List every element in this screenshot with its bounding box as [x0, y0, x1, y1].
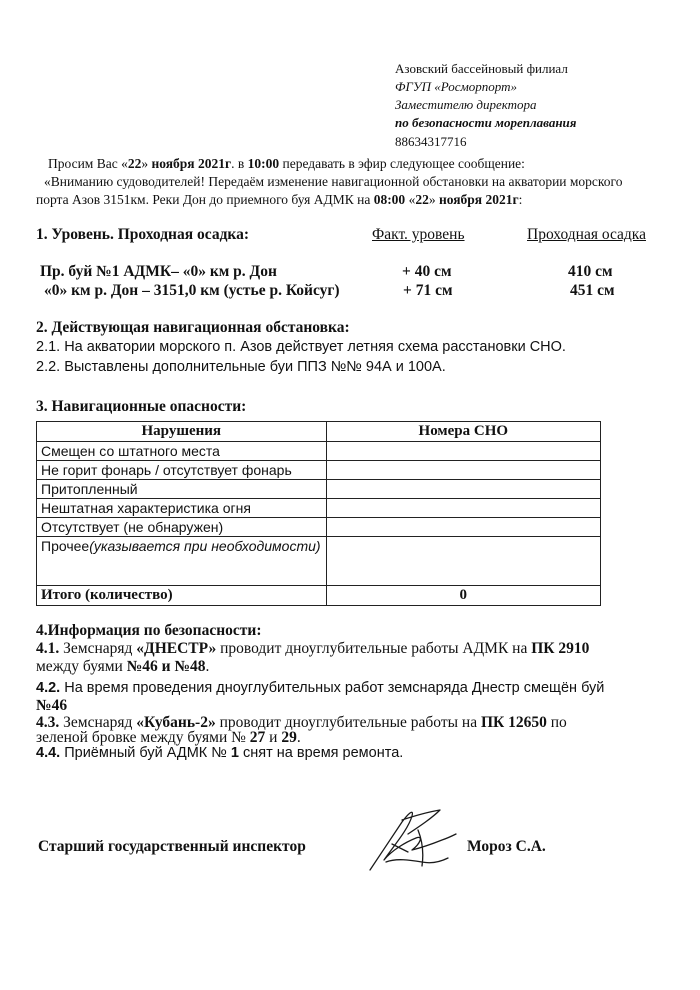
- safety-item-4: 4.4. Приёмный буй АДМК № 1 снят на время ремонта.: [36, 745, 404, 761]
- hazards-table-header: [37, 422, 601, 442]
- safety-item-2: 4.2. На время проведения дноуглубительных работ земснаряда Днестр смещён буй: [36, 680, 605, 696]
- level-row-2-draft: 451 см: [570, 282, 615, 299]
- safety-item-1: 4.1. Земснаряд «ДНЕСТР» проводит дноуглубительные работы АДМК на ПК 2910: [36, 640, 590, 657]
- table-row: [37, 461, 601, 480]
- table-row-other: [37, 537, 601, 586]
- hazard-value: [326, 442, 600, 461]
- hazard-value: [326, 461, 600, 480]
- safety-item-2-buoy: №46: [36, 697, 68, 714]
- signatory-position: Старший государственный инспектор: [38, 838, 306, 855]
- request-line-3: порта Азов 3151км. Реки Дон до приемного буя АДМК на 08:00 «22» ноября 2021г:: [36, 192, 523, 207]
- hazard-other: Прочее(указывается при необходимости): [37, 537, 327, 586]
- addressee-company: ФГУП «Росморпорт»: [395, 79, 517, 94]
- section1-col-draft: Проходная осадка: [527, 226, 646, 243]
- total-value: 0: [326, 586, 600, 606]
- safety-item-3-line-2: зеленой бровке между буями № 27 и 29.: [36, 729, 301, 746]
- addressee-department: по безопасности мореплавания: [395, 115, 577, 130]
- level-row-1-label: Пр. буй №1 АДМК– «0» км р. Дон: [40, 263, 277, 280]
- handwritten-signature: [362, 800, 462, 880]
- hazard-name: Нештатная характеристика огня: [37, 499, 327, 518]
- section3-title: 3. Навигационные опасности:: [36, 398, 247, 415]
- hazard-value: [326, 518, 600, 537]
- level-row-2-level: + 71 см: [403, 282, 453, 299]
- section1-title: 1. Уровень. Проходная осадка:: [36, 226, 250, 243]
- section2-item-2: 2.2. Выставлены дополнительные буи ППЗ №№ 94А и 100А.: [36, 359, 446, 375]
- section2-title: 2. Действующая навигационная обстановка:: [36, 319, 350, 336]
- level-row-1-draft: 410 см: [568, 263, 613, 280]
- hazard-name: Притопленный: [37, 480, 327, 499]
- addressee-position: Заместителю директора: [395, 97, 537, 112]
- hazard-name: Смещен со штатного места: [37, 442, 327, 461]
- table-row-total: [37, 586, 601, 606]
- addressee-phone: 88634317716: [395, 134, 467, 149]
- hazards-table: [36, 421, 601, 606]
- section2-item-1: 2.1. На акватории морского п. Азов действует летняя схема расстановки СНО.: [36, 339, 566, 355]
- hazard-value: [326, 499, 600, 518]
- request-line-2: «Вниманию судоводителей! Передаём изменение навигационной обстановки на акватории морского: [44, 174, 623, 189]
- hazard-name: Не горит фонарь / отсутствует фонарь: [37, 461, 327, 480]
- section4-title: 4.Информация по безопасности:: [36, 622, 262, 639]
- safety-item-3: 4.3. Земснаряд «Кубань-2» проводит дноуглубительные работы на ПК 12650 по: [36, 714, 567, 731]
- level-row-1-level: + 40 см: [402, 263, 452, 280]
- safety-item-1-line-2: между буями №46 и №48.: [36, 658, 210, 675]
- table-row: [37, 518, 601, 537]
- table-row: [37, 480, 601, 499]
- hazard-value: [326, 480, 600, 499]
- section1-col-level: Факт. уровень: [372, 226, 465, 243]
- request-line-1: Просим Вас «22» ноября 2021г. в 10:00 передавать в эфир следующее сообщение:: [48, 156, 525, 171]
- table-row: [37, 442, 601, 461]
- addressee-branch: Азовский бассейновый филиал: [395, 61, 568, 76]
- table-row: [37, 499, 601, 518]
- signatory-name: Мороз С.А.: [467, 838, 546, 855]
- column-header-sno-numbers: Номера СНО: [326, 422, 600, 442]
- column-header-violations: Нарушения: [37, 422, 327, 442]
- hazard-name: Отсутствует (не обнаружен): [37, 518, 327, 537]
- total-label: Итого (количество): [37, 586, 327, 606]
- level-row-2-label: «0» км р. Дон – 3151,0 км (устье р. Койсуг): [44, 282, 340, 299]
